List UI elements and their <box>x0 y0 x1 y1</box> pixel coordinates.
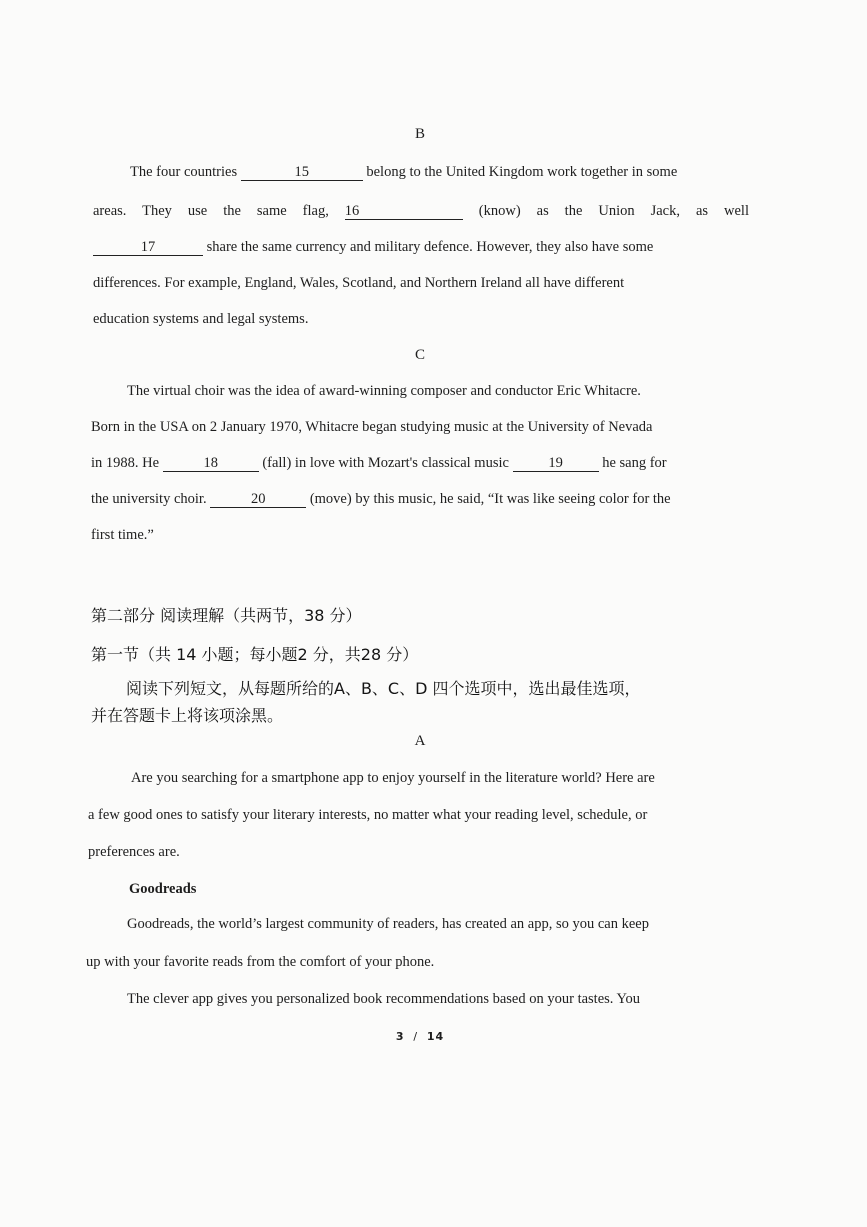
app-title-goodreads: Goodreads <box>129 881 197 897</box>
blank-19[interactable]: 19 <box>513 456 599 472</box>
passage-a-line-2: a few good ones to satisfy your literary interests, no matter what your reading level, schedule, or <box>88 807 648 823</box>
blank-16[interactable]: 16 <box>345 204 463 220</box>
section-c-line-2: Born in the USA on 2 January 1970, Whitacre began studying music at the University of Nevada <box>91 419 653 435</box>
passage-a-line-1: Are you searching for a smartphone app to enjoy yourself in the literature world? Here are <box>131 770 655 786</box>
section-c-line-5: first time.” <box>91 527 154 543</box>
passage-a-line-5: up with your favorite reads from the comfort of your phone. <box>86 954 435 970</box>
passage-a-line-6: The clever app gives you personalized book recommendations based on your tastes. You <box>127 991 641 1007</box>
passage-a-line-4: Goodreads, the world’s largest community of readers, has created an app, so you can keep <box>127 916 649 932</box>
blank-17[interactable]: 17 <box>93 240 203 256</box>
part2-instruction-line-2: 并在答题卡上将该项涂黑。 <box>91 706 284 725</box>
page-number: 3 / 14 <box>395 1030 445 1043</box>
part2-instruction-line-1: 阅读下列短文，从每题所给的A、B、C、D 四个选项中，选出最佳选项， <box>126 679 641 698</box>
section-c-line-1: The virtual choir was the idea of award-winning composer and conductor Eric Whitacre. <box>127 383 641 399</box>
part2-subheading: 第一节（共 14 小题；每小题2 分，共28 分） <box>91 645 419 664</box>
blank-18[interactable]: 18 <box>163 456 259 472</box>
section-c-letter: C <box>414 347 425 363</box>
section-b-line-5: education systems and legal systems. <box>93 311 309 327</box>
section-b-line-4: differences. For example, England, Wales, Scotland, and Northern Ireland all have different <box>93 275 625 291</box>
part2-heading: 第二部分 阅读理解（共两节，38 分） <box>91 606 362 625</box>
section-b-line-1: The four countries 15 belong to the United Kingdom work together in some <box>130 164 678 180</box>
section-b-letter: B <box>414 126 425 142</box>
section-b-line-2: areas. They use the same flag, 16 (know) as the Union Jack, as well <box>93 203 749 219</box>
passage-a-letter: A <box>414 733 426 749</box>
section-b-line-3: 17 share the same currency and military defence. However, they also have some <box>93 238 653 256</box>
passage-a-line-3: preferences are. <box>88 844 180 860</box>
section-c-line-3: in 1988. He 18 (fall) in love with Mozart's classical music 19 he sang for <box>91 455 667 471</box>
blank-20[interactable]: 20 <box>210 492 306 508</box>
blank-15[interactable]: 15 <box>241 165 363 181</box>
section-c-line-4: the university choir. 20 (move) by this music, he said, “It was like seeing color for the <box>91 491 671 507</box>
